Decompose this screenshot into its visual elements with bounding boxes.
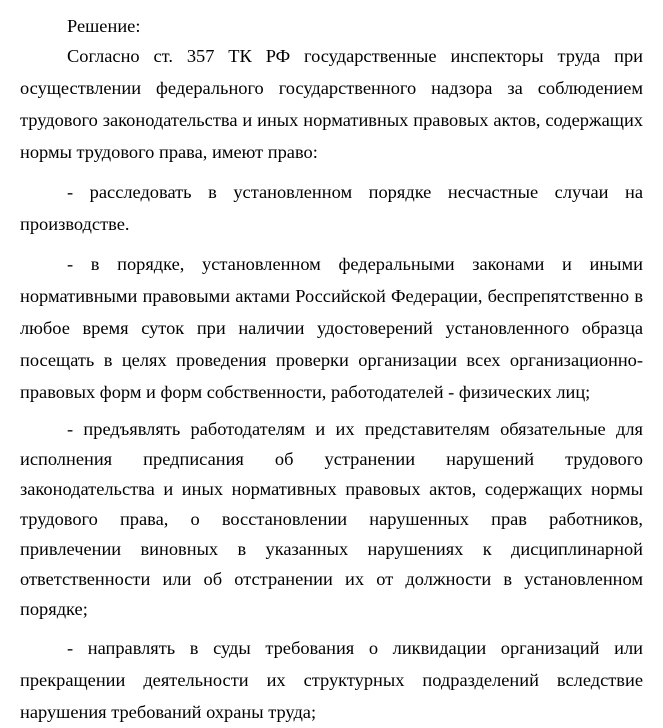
list-item-court-claims: - направлять в суды требования о ликвидации организаций или прекращении деятельности их структурных подразделений вследствие нарушения требований охраны труда; (20, 638, 643, 722)
list-item-investigate-accidents: - расследовать в установленном порядке несчастные случаи на производстве. (20, 182, 643, 234)
section-heading: Решение: (67, 16, 141, 36)
list-item-visit-organizations: - в порядке, установленном федеральными законами и иными нормативными правовыми актами Российской Федерации, беспрепятственно в любое время суток при наличии удостоверений установленного образца посещать в целях проведения проверки организации всех организационно-правовых форм и форм собственности, работодателей - физических лиц; (20, 254, 643, 402)
list-item-issue-orders: - предъявлять работодателям и их представителям обязательные для исполнения предписания об устранении нарушений трудового законодательства и иных нормативных правовых актов, содержащих нормы трудового права, о восстановлении нарушенных прав работников, привлечении виновных в указанных нарушениях к дисциплинарной ответственности или об отстранении их от должности в установленном порядке; (20, 419, 643, 619)
document-page (20, 0, 643, 728)
paragraph-intro: Согласно ст. 357 ТК РФ государственные инспекторы труда при осуществлении федерального государственного надзора за соблюдением трудового законодательства и иных нормативных правовых актов, содержащих нормы трудового права, имеют право: (20, 46, 643, 162)
